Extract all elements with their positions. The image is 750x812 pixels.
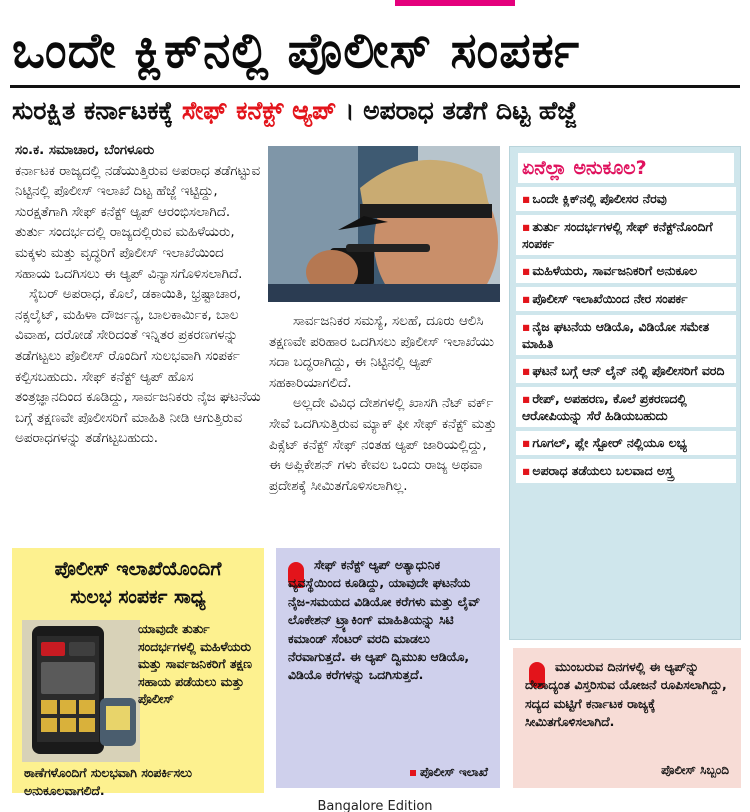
headline-divider bbox=[10, 85, 740, 88]
edition-footer: Bangalore Edition bbox=[317, 799, 433, 812]
benefits-sidebar bbox=[509, 146, 741, 640]
bullet-icon: ▪ bbox=[522, 219, 531, 234]
list-item-text: ತುರ್ತು ಸಂದರ್ಭಗಳಲ್ಲಿ ಸೇಫ್ ಕನೆಕ್ಟ್‌ನೊಂದಿಗೆ ಸಂಪರ್ಕ bbox=[522, 219, 713, 251]
list-item-text: ರೇಪ್, ಅಪಹರಣ, ಕೊಲೆ ಪ್ರಕರಣದಲ್ಲಿ ಆರೋಪಿಯನ್ನು ಸೆರೆ ಹಿಡಿಯಬಹುದು bbox=[522, 391, 687, 423]
benefits-list bbox=[516, 187, 736, 487]
bullet-icon: ▪ bbox=[522, 291, 531, 306]
list-item bbox=[516, 359, 736, 383]
list-item-text: ಪೊಲೀಸ್ ಇಲಾಖೆಯಿಂದ ನೇರ ಸಂಪರ್ಕ bbox=[532, 291, 688, 306]
source-bullet-icon bbox=[410, 770, 416, 776]
dateline: ಸಂ.ಕ. ಸಮಾಚಾರ, ಬೆಂಗಳೂರು bbox=[15, 143, 155, 158]
article-middle-column bbox=[269, 312, 499, 497]
policeman-radio-photo bbox=[268, 146, 500, 302]
easy-contact-box bbox=[12, 548, 264, 798]
box-heading: ಪೊಲೀಸ್ ಇಲಾಖೆಯೊಂದಿಗೆ bbox=[54, 558, 222, 580]
article-left-column bbox=[15, 141, 263, 450]
quote-source-text: ಪೊಲೀಸ್ ಇಲಾಖೆ bbox=[420, 765, 488, 779]
subhead-highlight: ಸೇಫ್ ಕನೆಕ್ಟ್ ಆ್ಯಪ್ bbox=[181, 96, 337, 125]
box-text: ಯಾವುದೇ ತುರ್ತು ಸಂದರ್ಭಗಳಲ್ಲಿ ಮಹಿಳೆಯರು ಮತ್ತು ಸಾರ್ವಜನಿಕರಿಗೆ ತಕ್ಷಣ ಸಹಾಯ ಪಡೆಯಲು ಮತ್ತು ಪೊಲೀಸ್ bbox=[138, 621, 252, 707]
police-photo-illustration bbox=[268, 146, 500, 302]
box-text-end: ಠಾಣೆಗಳೊಂದಿಗೆ ಸುಲಭವಾಗಿ ಸಂಪರ್ಕಿಸಲು ಅನುಕೂಲವಾಗಲಿದೆ. bbox=[24, 765, 192, 798]
list-item-text: ಮಹಿಳೆಯರು, ಸಾರ್ವಜನಿಕರಿಗೆ ಅನುಕೂಲ bbox=[532, 263, 697, 278]
list-item-text: ಒಂದೇ ಕ್ಲಿಕ್‌ನಲ್ಲಿ ಪೊಲೀಸರ ನೆರವು bbox=[532, 191, 667, 206]
article-paragraph: ಅಲ್ಲದೇ ವಿವಿಧ ದೇಶಗಳಲ್ಲಿ ಖಾಸಗಿ ನೆಟ್ ವರ್ಕ್ ಸೇವೆ ಒದಗಿಸುತ್ತಿರುವ ಮ್ಯಾಕ್ ಫೀ ಸೇಫ್ ಕನೆಕ್ಟ್ ಮತ್ತು ಪಿಕ್ಸೆಟ್ ಕನೆಕ್ಟ್ ಸೇಫ್ ನಂತಹ ಆ್ಯಪ್ ಜಾರಿಯಲ್ಲಿದ್ದು, ಈ ಅಪ್ಲಿಕೇಶನ್ ಗಳು ಕೇವಲ ಒಂದು ರಾಜ್ಯ ಅಥವಾ ಪ್ರದೇಶಕ್ಕೆ ಸೀಮಿತಗೊಳಿಸಲಾಗಿಲ್ಲ. bbox=[269, 396, 497, 494]
quote-text: ಮುಂಬರುವ ದಿನಗಳಲ್ಲಿ ಈ ಆ್ಯಪ್‌ನ್ನು ದೇಶಾದ್ಯಂತ ವಿಸ್ತರಿಸುವ ಯೋಜನೆ ರೂಪಿಸಲಾಗಿದ್ದು, ಸದ್ಯದ ಮಟ್ಟಿಗೆ ಕರ್ನಾಟಕ ರಾಜ್ಯಕ್ಕೆ ಸೀಮಿತಗೊಳಿಸಲಾಗಿದೆ. bbox=[525, 659, 727, 730]
list-item bbox=[516, 187, 736, 211]
sidebar-title: ಏನೆಲ್ಲಾ ಅನುಕೂಲ? bbox=[518, 153, 734, 183]
staff-quote-box bbox=[513, 648, 741, 788]
list-item bbox=[516, 431, 736, 455]
headline: ಒಂದೇ ಕ್ಲಿಕ್‌ನಲ್ಲಿ ಪೊಲೀಸ್ ಸಂಪರ್ಕ bbox=[12, 22, 581, 79]
quote-text-wrap bbox=[288, 556, 490, 685]
box-subheading: ಸುಲಭ ಸಂಪರ್ಕ ಸಾಧ್ಯ bbox=[70, 586, 206, 608]
quote-source bbox=[661, 763, 729, 778]
list-item bbox=[516, 215, 736, 255]
quote-source-text: ಪೊಲೀಸ್ ಸಿಬ್ಬಂದಿ bbox=[661, 763, 729, 777]
subhead-after: । ಅಪರಾಧ ತಡೆಗೆ ದಿಟ್ಟ ಹೆಜ್ಜೆ bbox=[336, 96, 577, 125]
list-item-text: ಘಟನೆ ಬಗ್ಗೆ ಆನ್ ಲೈನ್ ನಲ್ಲಿ ಪೊಲೀಸರಿಗೆ ವರದಿ bbox=[532, 363, 725, 378]
list-item-text: ಅಪರಾಧ ತಡೆಯಲು ಬಲವಾದ ಅಸ್ತ್ರ bbox=[532, 463, 674, 478]
smartphone-icon bbox=[22, 620, 140, 762]
list-item-text: ಗೂಗಲ್, ಪ್ಲೇ ಸ್ಟೋರ್ ನಲ್ಲಿಯೂ ಲಭ್ಯ bbox=[532, 435, 687, 450]
subhead-before: ಸುರಕ್ಷಿತ ಕರ್ನಾಟಕಕ್ಕೆ bbox=[12, 96, 182, 125]
bullet-icon: ▪ bbox=[522, 319, 531, 334]
police-quote-box bbox=[276, 548, 500, 788]
quote-text: ಸೇಫ್ ಕನೆಕ್ಟ್ ಆ್ಯಪ್ ಅತ್ಯಾಧುನಿಕ ವ್ಯವಸ್ಥೆಯಿಂದ ಕೂಡಿದ್ದು, ಯಾವುದೇ ಘಟನೆಯ ನೈಜ-ಸಮಯದ ವಿಡಿಯೋ ಕರೆಗಳು ಮತ್ತು ಲೈವ್ ಲೊಕೇಶನ್ ಟ್ರ್ಯಾಕಿಂಗ್ ಮಾಹಿತಿಯನ್ನು ಸಿಟಿ ಕಮಾಂಡ್ ಸೆಂಟರ್ ವರದಿ ಮಾಡಲು ನೆರವಾಗುತ್ತದೆ. ಈ ಆ್ಯಪ್ ದ್ವಿಮುಖ ಆಡಿಯೊ, ವಿಡಿಯೊ ಕರೆಗಳನ್ನು ಒದಗಿಸುತ್ತದೆ. bbox=[288, 557, 481, 683]
bullet-icon: ▪ bbox=[522, 435, 531, 450]
bullet-icon: ▪ bbox=[522, 263, 531, 278]
article-paragraph: ಸಾರ್ವಜನಿಕರ ಸಮಸ್ಯೆ, ಸಲಹೆ, ದೂರು ಆಲಿಸಿ ತಕ್ಷಣವೇ ಪರಿಹಾರ ಒದಗಿಸಲು ಪೊಲೀಸ್ ಇಲಾಖೆಯು ಸದಾ ಬದ್ಧರಾಗಿದ್ದು, ಈ ನಿಟ್ಟಿನಲ್ಲಿ ಆ್ಯಪ್ ಸಹಕಾರಿಯಾಗಲಿದೆ. bbox=[269, 314, 494, 391]
list-item bbox=[516, 459, 736, 483]
quote-text-wrap bbox=[525, 658, 735, 732]
top-strip bbox=[0, 0, 750, 12]
masthead-pink-strip bbox=[395, 0, 515, 6]
quote-source bbox=[410, 765, 488, 780]
article-paragraph: ಕರ್ನಾಟಕ ರಾಜ್ಯದಲ್ಲಿ ನಡೆಯುತ್ತಿರುವ ಅಪರಾಧ ತಡೆಗಟ್ಟುವ ನಿಟ್ಟಿನಲ್ಲಿ ಪೊಲೀಸ್ ಇಲಾಖೆ ದಿಟ್ಟ ಹೆಜ್ಜೆ ಇಟ್ಟಿದ್ದು, ಸುರಕ್ಷತೆಗಾಗಿ ಸೇಫ್ ಕನೆಕ್ಟ್ ಆ್ಯಪ್ ಆರಂಭಿಸಲಾಗಿದೆ. ತುರ್ತು ಸಂದರ್ಭದಲ್ಲಿ ರಾಜ್ಯದಲ್ಲಿರುವ ಮಹಿಳೆಯರು, ಮಕ್ಕಳು ಮತ್ತು ವೃದ್ಧರಿಗೆ ಪೊಲೀಸ್ ಇಲಾಖೆಯಿಂದ ಸಹಾಯ ಒದಗಿಸಲು ಈ ಆ್ಯಪ್ ವಿನ್ಯಾಸಗೊಳಿಸಲಾಗಿದೆ. bbox=[15, 163, 261, 282]
subheadline bbox=[12, 91, 740, 131]
article-paragraph: ಸೈಬರ್ ಅಪರಾಧ, ಕೊಲೆ, ಡಕಾಯಿತಿ, ಭ್ರಷ್ಟಾಚಾರ, ನಕ್ಸಲೈಟ್, ಮಹಿಳಾ ದೌರ್ಜನ್ಯ, ಬಾಲಕಾರ್ಮಿಕ, ಬಾಲ ವಿವಾಹ, ದರೋಡೆ ಸೇರಿದಂತೆ ಇನ್ನಿತರ ಪ್ರಕರಣಗಳನ್ನು ತಡೆಗಟ್ಟಲು ಪೊಲೀಸ್ ರೊಂದಿಗೆ ಸುಲಭವಾಗಿ ಸಂಪರ್ಕ ಕಲ್ಪಿಸಬಹುದು. ಸೇಫ್ ಕನೆಕ್ಟ್ ಆ್ಯಪ್ ಹೊಸ ತಂತ್ರಜ್ಞಾನದಿಂದ ಕೂಡಿದ್ದು, ಸಾರ್ವಜನಿಕರು ನೈಜ ಘಟನೆಯ ಬಗ್ಗೆ ತಕ್ಷಣವೇ ಪೊಲೀಸರಿಗೆ ಮಾಹಿತಿ ನೀಡಿ ಆಗುತ್ತಿರುವ ಅಪರಾಧಗಳನ್ನು ತಡೆಗಟ್ಟಬಹುದು. bbox=[15, 287, 261, 447]
bullet-icon: ▪ bbox=[522, 191, 531, 206]
list-item bbox=[516, 287, 736, 311]
bullet-icon: ▪ bbox=[522, 363, 531, 378]
list-item bbox=[516, 387, 736, 427]
list-item bbox=[516, 259, 736, 283]
list-item-text: ನೈಜ ಘಟನೆಯ ಆಡಿಯೊ, ವಿಡಿಯೋ ಸಮೇತ ಮಾಹಿತಿ bbox=[522, 319, 710, 351]
list-item bbox=[516, 315, 736, 355]
bullet-icon: ▪ bbox=[522, 391, 531, 406]
phone-app-image bbox=[22, 620, 140, 762]
bullet-icon: ▪ bbox=[522, 463, 531, 478]
